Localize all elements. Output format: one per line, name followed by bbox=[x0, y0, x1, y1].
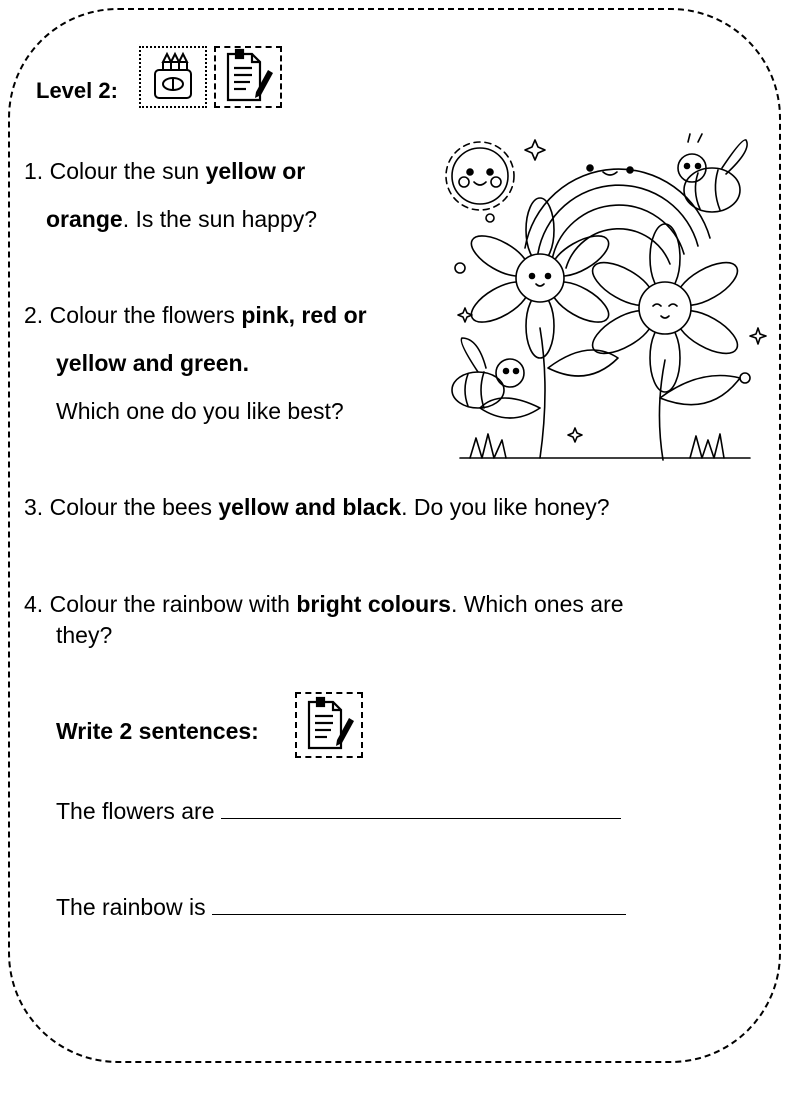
task-4-text-2: . Which ones are bbox=[450, 591, 624, 617]
sentence-2-answer-line[interactable] bbox=[212, 892, 626, 915]
worksheet-pencil-icon bbox=[295, 692, 363, 758]
task-4-bold: bright colours bbox=[296, 591, 451, 617]
task-2-line-1 bbox=[24, 300, 367, 330]
crayons-icon bbox=[139, 46, 207, 108]
task-2-line-3: Which one do you like best? bbox=[56, 398, 344, 424]
task-2-bold: pink, red or bbox=[241, 302, 367, 328]
task-1-text: Colour the sun bbox=[49, 158, 206, 184]
task-1-number: 1. bbox=[24, 158, 44, 184]
task-1-text-2: . Is the sun happy? bbox=[122, 206, 318, 232]
task-1-line-2 bbox=[46, 204, 317, 234]
worksheet-pencil-icon bbox=[214, 46, 282, 108]
task-3-number: 3. bbox=[24, 494, 44, 520]
task-4-line-2: they? bbox=[56, 622, 113, 648]
sentence-1 bbox=[56, 796, 621, 826]
task-3-text: Colour the bees bbox=[49, 494, 219, 520]
coloring-illustration bbox=[440, 128, 770, 468]
task-1-bold: yellow or bbox=[205, 158, 306, 184]
task-2-number: 2. bbox=[24, 302, 44, 328]
task-4-text: Colour the rainbow with bbox=[49, 591, 297, 617]
task-3-line bbox=[24, 492, 610, 522]
task-4-number: 4. bbox=[24, 591, 44, 617]
write-heading: Write 2 sentences: bbox=[56, 718, 259, 744]
sentence-1-answer-line[interactable] bbox=[221, 796, 621, 819]
sentence-1-prompt: The flowers are bbox=[56, 798, 215, 824]
sentence-2 bbox=[56, 892, 626, 922]
task-3-bold: yellow and black bbox=[218, 494, 402, 520]
task-4-line-1 bbox=[24, 589, 624, 619]
task-1-line-1 bbox=[24, 156, 305, 186]
task-1-bold-2: orange bbox=[46, 206, 123, 232]
task-3-text-2: . Do you like honey? bbox=[401, 494, 610, 520]
task-2-line-2: yellow and green. bbox=[56, 350, 249, 376]
task-2-text: Colour the flowers bbox=[49, 302, 242, 328]
sentence-2-prompt: The rainbow is bbox=[56, 894, 206, 920]
level-label: Level 2: bbox=[36, 78, 118, 103]
